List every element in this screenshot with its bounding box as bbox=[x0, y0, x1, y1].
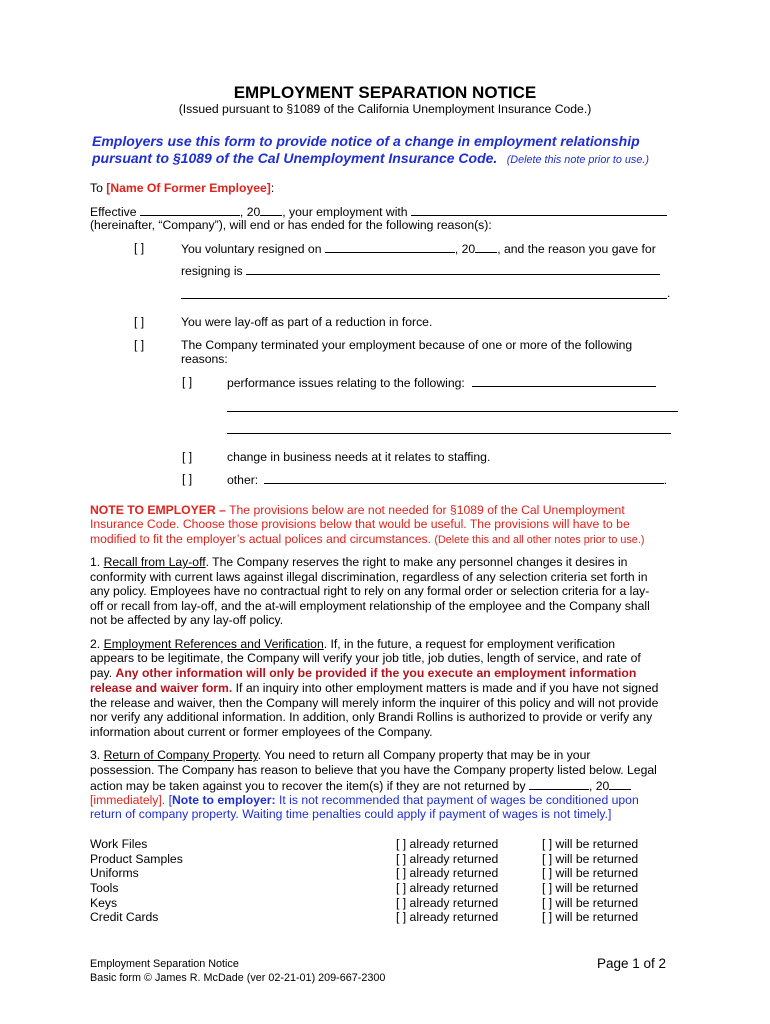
already-returned-checkbox[interactable]: [ ] already returned bbox=[396, 852, 499, 866]
effective-date-blank[interactable] bbox=[140, 204, 240, 216]
section-2-line-2: appears to be legitimate, the Company will verify your job title, job duties, length of service, and rate of bbox=[90, 651, 641, 665]
employee-name-placeholder: [Name Of Former Employee] bbox=[106, 181, 271, 195]
section-2-heading: Employment References and Verification bbox=[103, 637, 324, 651]
checkbox-voluntary[interactable]: [ ] bbox=[134, 241, 145, 255]
layoff-label: You were lay-off as part of a reduction in force. bbox=[181, 315, 433, 329]
immediately-placeholder: [immediately]. bbox=[90, 793, 166, 807]
page-title: EMPLOYMENT SEPARATION NOTICE bbox=[233, 83, 537, 102]
section-2-line-7: information about current or former employees of the Company. bbox=[90, 725, 433, 739]
other-line bbox=[227, 472, 667, 488]
section-1-number: 1. bbox=[90, 555, 101, 569]
section-2-number: 2. bbox=[90, 637, 101, 651]
resign-reason-blank-2[interactable] bbox=[181, 297, 667, 299]
return-date-blank[interactable] bbox=[529, 778, 589, 790]
to-suffix: : bbox=[270, 181, 275, 195]
will-be-returned-checkbox[interactable]: [ ] will be returned bbox=[542, 881, 639, 895]
employer-name-blank[interactable] bbox=[411, 204, 667, 216]
section-1-line-3: any policy. Employees have no contractual right to rely on any formal order or selection criteria for a lay- bbox=[90, 584, 650, 598]
section-2-line-5: the release and waiver, then the Company will merely inform the inquirer of this policy and will not provide bbox=[90, 696, 659, 710]
will-be-returned-checkbox[interactable]: [ ] will be returned bbox=[542, 896, 639, 910]
property-item: Work Files bbox=[90, 837, 148, 851]
property-item: Credit Cards bbox=[90, 910, 159, 924]
section-2-line-4 bbox=[90, 681, 658, 696]
section-2-emphasis-2: release and waiver form. bbox=[90, 681, 233, 695]
will-be-returned-checkbox[interactable]: [ ] will be returned bbox=[542, 837, 639, 851]
resigning-line bbox=[181, 263, 660, 279]
effective-year-label: , 20 bbox=[239, 205, 261, 219]
section-2-text-1: . If, in the future, a request for employment verification bbox=[323, 637, 616, 651]
checkbox-business[interactable]: [ ] bbox=[182, 450, 193, 464]
section-3-number: 3. bbox=[90, 748, 101, 762]
performance-label: performance issues relating to the following: bbox=[227, 376, 465, 390]
instruction-line-1: Employers use this form to provide notice of a change in employment relationship bbox=[92, 133, 640, 149]
checkbox-other[interactable]: [ ] bbox=[182, 472, 193, 486]
effective-employer-label: , your employment with bbox=[282, 205, 408, 219]
section-2-pay: pay. bbox=[90, 666, 113, 680]
footer-credit: Basic form © James R. McDade (ver 02-21-01) 209-667-2300 bbox=[90, 972, 386, 984]
voluntary-year-label: , 20 bbox=[454, 242, 476, 256]
section-1-line-1 bbox=[90, 555, 627, 570]
already-returned-checkbox[interactable]: [ ] already returned bbox=[396, 910, 499, 924]
terminated-line-1: The Company terminated your employment because of one or more of the following bbox=[181, 338, 633, 352]
note-to-employer-line-3 bbox=[90, 532, 644, 548]
already-returned-checkbox[interactable]: [ ] already returned bbox=[396, 896, 499, 910]
section-2-line-3 bbox=[90, 666, 636, 681]
to-line bbox=[90, 181, 274, 196]
section-3-text-1: . You need to return all Company property that may be in your bbox=[257, 748, 591, 762]
section-1-heading: Recall from Lay-off bbox=[103, 555, 206, 569]
performance-line bbox=[227, 375, 656, 391]
effective-year-blank[interactable] bbox=[260, 204, 282, 216]
section-3-year-label: , 20 bbox=[588, 779, 610, 793]
note-to-employer-line-2: Insurance Code. Choose those provisions below that would be useful. The provisions will have to be bbox=[90, 517, 630, 531]
section-3-line-3 bbox=[90, 778, 631, 794]
voluntary-line bbox=[181, 241, 656, 257]
section-3-line-4 bbox=[90, 793, 639, 808]
note-to-employer-inline: Note to employer: bbox=[171, 793, 276, 807]
footer-doc-name: Employment Separation Notice bbox=[90, 958, 239, 970]
other-label: other: bbox=[227, 473, 259, 487]
note-line-3-text: modified to fit the employer’s actual polices and circumstances. bbox=[90, 532, 431, 546]
section-3-note-text: It is not recommended that payment of wages be conditioned upon bbox=[278, 793, 639, 807]
will-be-returned-checkbox[interactable]: [ ] will be returned bbox=[542, 852, 639, 866]
other-period: . bbox=[663, 473, 667, 487]
note-delete-note: (Delete this and all other notes prior to use.) bbox=[434, 534, 645, 546]
resigning-label: resigning is bbox=[181, 264, 243, 278]
property-item: Keys bbox=[90, 896, 118, 910]
return-year-blank[interactable] bbox=[609, 778, 631, 790]
section-3-text-3: action may be taken against you to recover the item(s) if they are not returned by bbox=[90, 779, 526, 793]
checkbox-layoff[interactable]: [ ] bbox=[134, 315, 145, 329]
instruction-delete-note: (Delete this note prior to use.) bbox=[506, 154, 649, 166]
already-returned-checkbox[interactable]: [ ] already returned bbox=[396, 881, 499, 895]
resign-reason-blank[interactable] bbox=[246, 263, 660, 275]
note-line-1-text: The provisions below are not needed for §1089 of the Cal Unemployment bbox=[229, 503, 625, 517]
property-item: Tools bbox=[90, 881, 119, 895]
terminated-line-2: reasons: bbox=[181, 352, 228, 366]
section-2-emphasis-1: Any other information will only be provided if the you execute an employment information bbox=[115, 666, 637, 680]
other-blank[interactable] bbox=[264, 472, 664, 484]
note-to-employer-line-1 bbox=[90, 503, 625, 518]
section-2-line-1 bbox=[90, 637, 615, 652]
note-to-employer-label: NOTE TO EMPLOYER – bbox=[90, 503, 226, 517]
section-3-line-5: return of company property. Waiting time penalties could apply if payment of wages is not timely.] bbox=[90, 807, 612, 821]
will-be-returned-checkbox[interactable]: [ ] will be returned bbox=[542, 866, 639, 880]
performance-blank[interactable] bbox=[472, 375, 656, 387]
section-3-heading: Return of Company Property bbox=[103, 748, 258, 762]
business-change-label: change in business needs at it relates to staffing. bbox=[227, 450, 491, 464]
section-1-text-1: . The Company reserves the right to make any personnel changes it desires in bbox=[205, 555, 628, 569]
resign-year-blank[interactable] bbox=[475, 241, 497, 253]
section-2-text-4: If an inquiry into other employment matters is made and if you have not signed bbox=[235, 681, 659, 695]
effective-line-2: (hereinafter, “Company”), will end or has ended for the following reason(s): bbox=[90, 218, 492, 232]
already-returned-checkbox[interactable]: [ ] already returned bbox=[396, 837, 499, 851]
page-subtitle: (Issued pursuant to §1089 of the California Unemployment Insurance Code.) bbox=[178, 102, 592, 116]
will-be-returned-checkbox[interactable]: [ ] will be returned bbox=[542, 910, 639, 924]
section-2-line-6: nor verify any additional information. In addition, only Brandi Rollins is authorized to provide or verify any bbox=[90, 710, 653, 724]
property-item: Uniforms bbox=[90, 866, 139, 880]
checkbox-performance[interactable]: [ ] bbox=[182, 375, 193, 389]
section-3-line-2: possession. The Company has reason to believe that you have the Company property listed below. Legal bbox=[90, 763, 657, 777]
resign-reason-period: . bbox=[667, 286, 671, 300]
resign-date-blank[interactable] bbox=[325, 241, 455, 253]
voluntary-reason-label: , and the reason you gave for bbox=[497, 242, 656, 256]
performance-blank-3[interactable] bbox=[227, 432, 671, 434]
section-3-bracket: [ bbox=[168, 793, 172, 807]
section-1-line-5: not be affected by any lay-off policy. bbox=[90, 613, 284, 627]
effective-label: Effective bbox=[90, 205, 137, 219]
page-number: Page 1 of 2 bbox=[597, 956, 667, 971]
section-1-line-4: off or recall from lay-off, and the at-will employment relationship of the employee and the Company shall bbox=[90, 599, 650, 613]
instruction-line-2-text: pursuant to §1089 of the Cal Unemployment Insurance Code. bbox=[92, 150, 498, 166]
performance-blank-2[interactable] bbox=[227, 410, 678, 412]
already-returned-checkbox[interactable]: [ ] already returned bbox=[396, 866, 499, 880]
to-prefix: To bbox=[90, 181, 103, 195]
section-1-line-2: conformity with current laws against illegal discrimination, regardless of any selection criteria set forth in bbox=[90, 570, 648, 584]
checkbox-terminated[interactable]: [ ] bbox=[134, 338, 145, 352]
section-3-line-1 bbox=[90, 748, 590, 763]
voluntary-label: You voluntary resigned on bbox=[181, 242, 322, 256]
property-item: Product Samples bbox=[90, 852, 183, 866]
instruction-line-2 bbox=[92, 150, 649, 168]
